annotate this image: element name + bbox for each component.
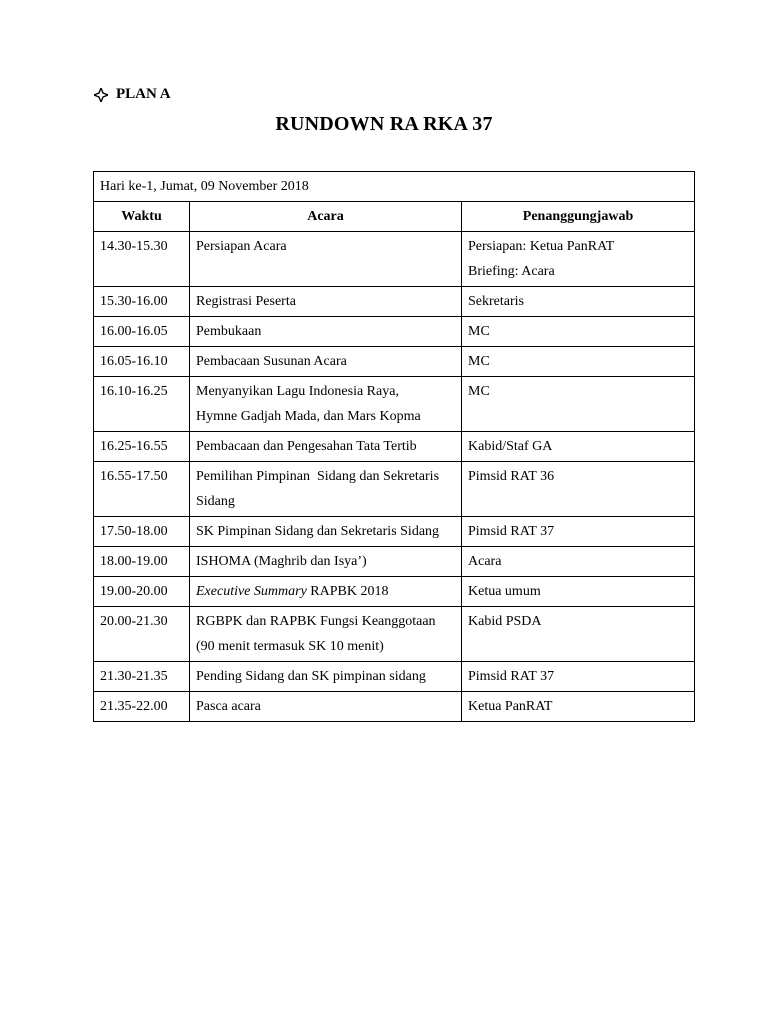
cell-acara (190, 607, 462, 662)
cell-acara (190, 232, 462, 287)
penanggungjawab-line: Sekretaris (468, 294, 524, 309)
penanggungjawab-line: Pimsid RAT 36 (468, 469, 555, 484)
table-row (94, 377, 695, 432)
acara-text: RAPBK 2018 (306, 584, 389, 599)
acara-line: RGBPK dan RAPBK Fungsi Keanggotaan (196, 614, 436, 629)
column-header-row (94, 202, 695, 232)
cell-acara (190, 377, 462, 432)
acara-line: Pembacaan Susunan Acara (196, 354, 347, 369)
table-row (94, 662, 695, 692)
cell-acara (190, 347, 462, 377)
acara-line: Pembukaan (196, 324, 262, 339)
table-row (94, 692, 695, 722)
table-row (94, 232, 695, 287)
cell-waktu: 18.00-19.00 (94, 547, 190, 577)
penanggungjawab-line: Acara (468, 554, 502, 569)
penanggungjawab-line: MC (468, 384, 490, 399)
cell-penanggungjawab (462, 577, 695, 607)
cell-penanggungjawab (462, 377, 695, 432)
table-row (94, 347, 695, 377)
acara-line: ISHOMA (Maghrib dan Isya’) (196, 554, 367, 569)
penanggungjawab-line: Ketua PanRAT (468, 699, 553, 714)
day-header-row (94, 172, 695, 202)
table-row (94, 462, 695, 517)
cell-waktu: 17.50-18.00 (94, 517, 190, 547)
cell-acara (190, 577, 462, 607)
cell-penanggungjawab (462, 462, 695, 517)
column-header-acara: Acara (190, 202, 462, 232)
acara-line: Pembacaan dan Pengesahan Tata Tertib (196, 439, 417, 454)
plan-label: PLAN A (116, 86, 171, 102)
acara-line: Pasca acara (196, 699, 261, 714)
cell-penanggungjawab (462, 517, 695, 547)
table-row (94, 547, 695, 577)
cell-waktu: 16.05-16.10 (94, 347, 190, 377)
day-header: Hari ke-1, Jumat, 09 November 2018 (94, 172, 695, 202)
cell-penanggungjawab (462, 317, 695, 347)
cell-penanggungjawab (462, 432, 695, 462)
acara-line: Pending Sidang dan SK pimpinan sidang (196, 669, 426, 684)
penanggungjawab-line: Persiapan: Ketua PanRAT (468, 239, 615, 254)
cell-waktu: 16.55-17.50 (94, 462, 190, 517)
table-row (94, 577, 695, 607)
cell-waktu: 16.00-16.05 (94, 317, 190, 347)
cell-acara (190, 432, 462, 462)
cell-waktu: 14.30-15.30 (94, 232, 190, 287)
penanggungjawab-line: Pimsid RAT 37 (468, 524, 555, 539)
cell-penanggungjawab (462, 347, 695, 377)
penanggungjawab-line: MC (468, 324, 490, 339)
page-title: RUNDOWN RA RKA 37 (275, 113, 493, 135)
column-header-waktu: Waktu (94, 202, 190, 232)
table-row (94, 287, 695, 317)
acara-line: Registrasi Peserta (196, 294, 296, 309)
rundown-table (93, 171, 695, 722)
cell-waktu: 20.00-21.30 (94, 607, 190, 662)
table-row (94, 517, 695, 547)
penanggungjawab-line: Kabid PSDA (468, 614, 542, 629)
cell-waktu: 15.30-16.00 (94, 287, 190, 317)
acara-line: Menyanyikan Lagu Indonesia Raya, (196, 384, 399, 399)
table-row (94, 432, 695, 462)
cell-waktu: 21.35-22.00 (94, 692, 190, 722)
acara-line: Hymne Gadjah Mada, dan Mars Kopma (196, 409, 421, 424)
cell-waktu: 21.30-21.35 (94, 662, 190, 692)
cell-penanggungjawab (462, 232, 695, 287)
table-row (94, 317, 695, 347)
diamond-bullet-icon (94, 88, 108, 102)
acara-italic-text: Executive Summary (196, 584, 307, 599)
acara-line: Pemilihan Pimpinan Sidang dan Sekretaris (196, 469, 440, 484)
cell-acara (190, 317, 462, 347)
acara-line: (90 menit termasuk SK 10 menit) (196, 639, 384, 654)
cell-waktu: 16.10-16.25 (94, 377, 190, 432)
column-header-penanggungjawab: Penanggungjawab (462, 202, 695, 232)
penanggungjawab-line: Briefing: Acara (468, 264, 555, 279)
acara-line: SK Pimpinan Sidang dan Sekretaris Sidang (196, 524, 440, 539)
cell-penanggungjawab (462, 287, 695, 317)
cell-acara (190, 662, 462, 692)
cell-penanggungjawab (462, 692, 695, 722)
penanggungjawab-line: Ketua umum (468, 584, 541, 599)
cell-acara (190, 517, 462, 547)
table-row (94, 607, 695, 662)
plan-heading (94, 86, 171, 103)
cell-penanggungjawab (462, 607, 695, 662)
cell-penanggungjawab (462, 662, 695, 692)
cell-waktu: 19.00-20.00 (94, 577, 190, 607)
cell-acara (190, 462, 462, 517)
acara-line: Sidang (196, 494, 235, 509)
cell-acara (190, 547, 462, 577)
cell-acara (190, 692, 462, 722)
cell-penanggungjawab (462, 547, 695, 577)
cell-waktu: 16.25-16.55 (94, 432, 190, 462)
penanggungjawab-line: MC (468, 354, 490, 369)
cell-acara (190, 287, 462, 317)
penanggungjawab-line: Kabid/Staf GA (468, 439, 553, 454)
penanggungjawab-line: Pimsid RAT 37 (468, 669, 555, 684)
acara-line: Persiapan Acara (196, 239, 287, 254)
